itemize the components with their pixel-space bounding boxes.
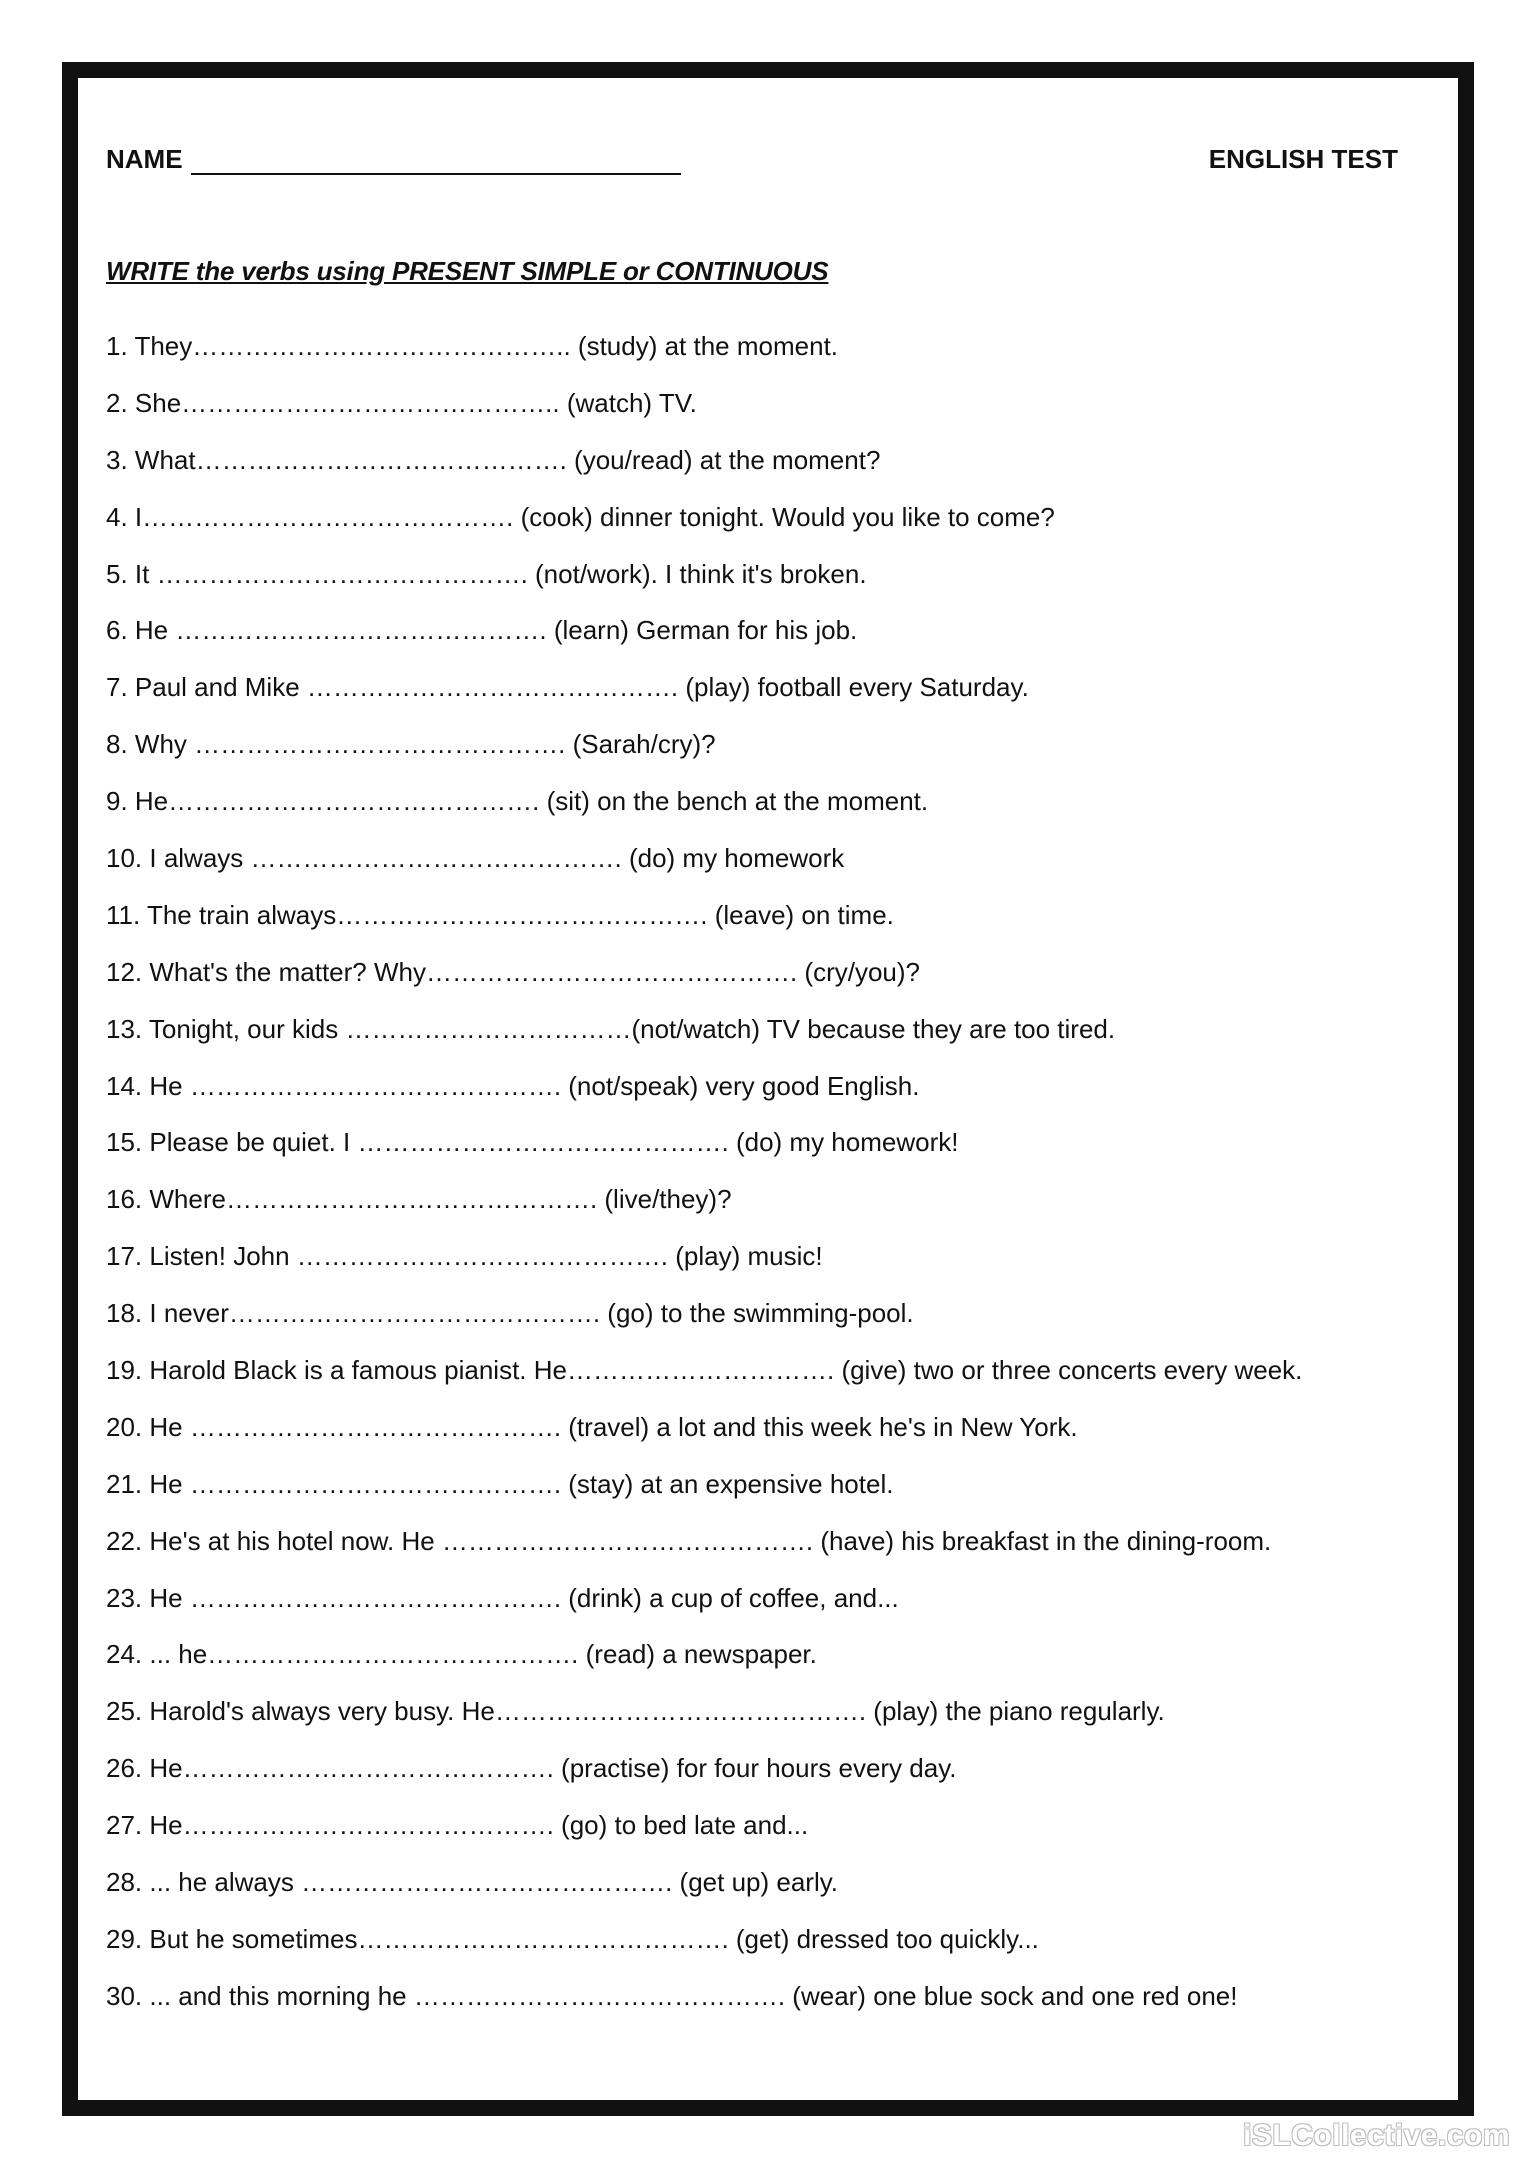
instruction-heading: WRITE the verbs using PRESENT SIMPLE or CONTINUOUS	[106, 256, 829, 286]
name-blank-line[interactable]	[191, 145, 681, 175]
exercise-item: 29. But he sometimes……………………………………. (get) dressed too quickly...	[106, 1923, 1039, 1954]
header	[106, 144, 1398, 184]
exercise-item: 6. He ……………………………………. (learn) German for his job.	[106, 615, 858, 646]
exercise-item: 28. ... he always ……………………………………. (get up) early.	[106, 1867, 839, 1898]
exercise-item: 12. What's the matter? Why……………………………………. (cry/you)?	[106, 956, 920, 987]
exercise-list	[106, 330, 1302, 2037]
exercise-item: 23. He ……………………………………. (drink) a cup of coffee, and...	[106, 1582, 899, 1613]
exercise-item: 13. Tonight, our kids ……………………………(not/watch) TV because they are too tired.	[106, 1013, 1116, 1044]
exercise-item: 7. Paul and Mike ……………………………………. (play) football every Saturday.	[106, 672, 1029, 703]
exercise-item: 22. He's at his hotel now. He ……………………………………. (have) his breakfast in the dining-room.	[106, 1525, 1272, 1556]
name-label: NAME	[106, 144, 183, 174]
exercise-item: 15. Please be quiet. I ……………………………………. (do) my homework!	[106, 1127, 959, 1158]
exercise-item: 26. He……………………………………. (practise) for four hours every day.	[106, 1753, 957, 1784]
watermark-logo: iSLCollective.com	[1243, 2119, 1510, 2152]
exercise-item: 3. What……………………………………. (you/read) at the moment?	[106, 444, 881, 475]
exercise-item: 8. Why ……………………………………. (Sarah/cry)?	[106, 729, 716, 760]
exercise-item: 17. Listen! John ……………………………………. (play) music!	[106, 1241, 823, 1272]
exercise-item: 25. Harold's always very busy. He……………………………………. (play) the piano regularly.	[106, 1696, 1165, 1727]
name-field	[106, 144, 681, 175]
exercise-item: 20. He ……………………………………. (travel) a lot and this week he's in New York.	[106, 1411, 1078, 1442]
exercise-item: 21. He ……………………………………. (stay) at an expensive hotel.	[106, 1468, 894, 1499]
exercise-item: 24. ... he……………………………………. (read) a newspaper.	[106, 1639, 817, 1670]
exercise-item: 30. ... and this morning he ……………………………………. (wear) one blue sock and one red one!	[106, 1980, 1238, 2011]
exercise-item: 10. I always ……………………………………. (do) my homework	[106, 843, 845, 874]
exercise-item: 16. Where……………………………………. (live/they)?	[106, 1184, 732, 1215]
worksheet-page	[62, 62, 1474, 2116]
exercise-item: 1. They…………………………………….. (study) at the moment.	[106, 331, 839, 361]
exercise-item: 9. He……………………………………. (sit) on the bench at the moment.	[106, 786, 929, 817]
exercise-item: 14. He ……………………………………. (not/speak) very good English.	[106, 1070, 920, 1101]
exercise-item: 2. She…………………………………….. (watch) TV.	[106, 387, 697, 418]
exercise-item: 4. I……………………………………. (cook) dinner tonight. Would you like to come?	[106, 501, 1055, 532]
exercise-item: 5. It ……………………………………. (not/work). I think it's broken.	[106, 558, 867, 589]
exercise-item: 27. He……………………………………. (go) to bed late and...	[106, 1810, 809, 1841]
exercise-item: 19. Harold Black is a famous pianist. He…………………………. (give) two or three concerts every week.	[106, 1355, 1303, 1386]
exercise-item: 11. The train always……………………………………. (leave) on time.	[106, 899, 894, 930]
test-title: ENGLISH TEST	[1208, 144, 1398, 174]
exercise-item: 18. I never……………………………………. (go) to the swimming-pool.	[106, 1298, 914, 1329]
